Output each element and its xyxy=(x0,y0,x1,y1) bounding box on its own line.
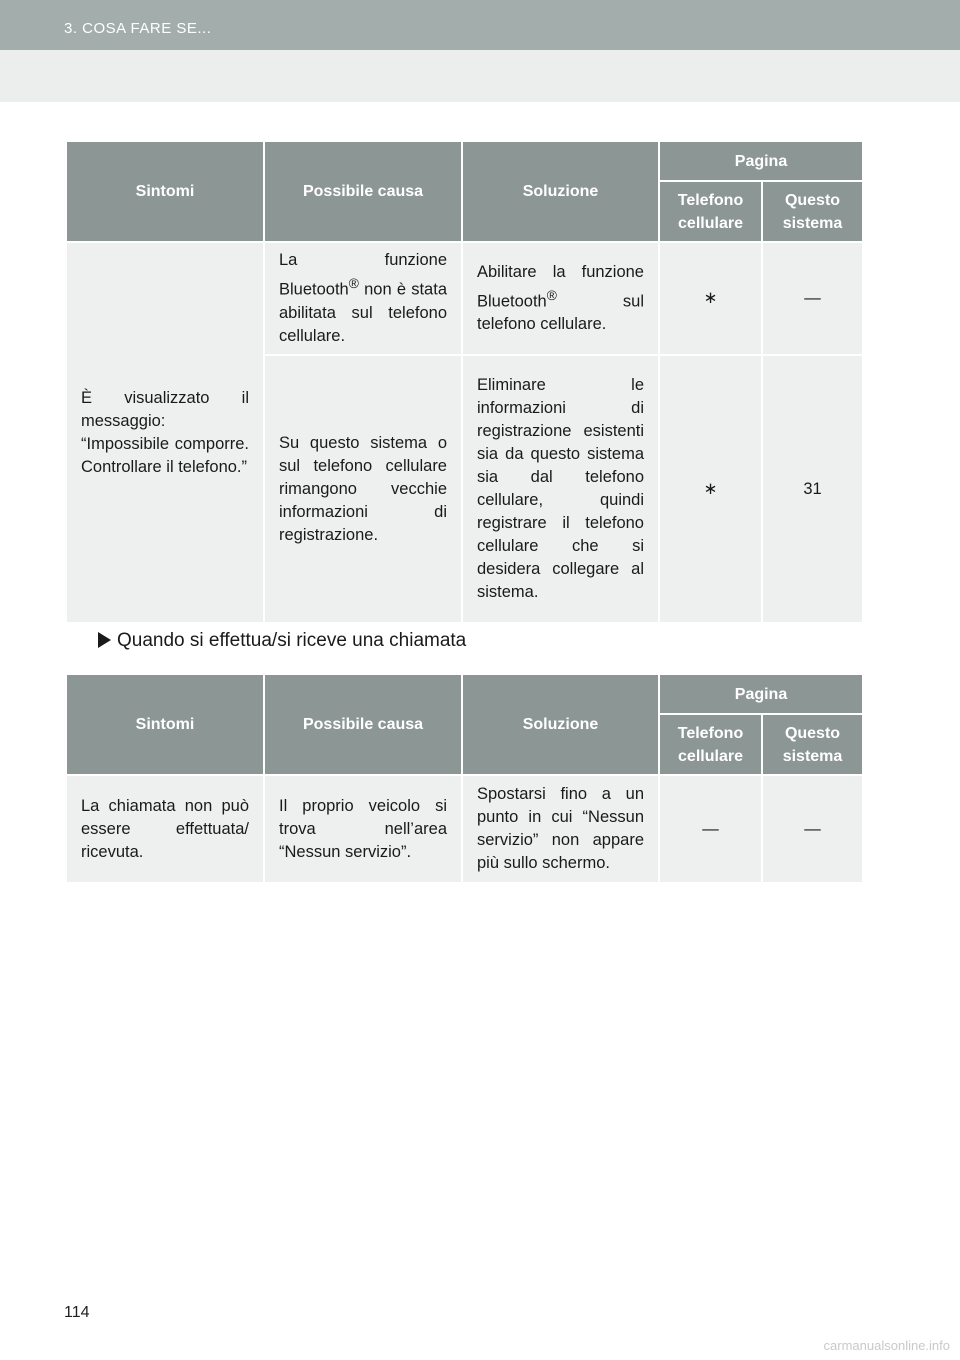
header-page: Pagina xyxy=(659,674,863,714)
phone-page-cell: ∗ xyxy=(659,242,762,355)
header-phone: Telefono cellulare xyxy=(659,714,762,775)
symptom-cell: È visualizzato il messaggio: “Impossibile comporre. Controllare il telefono.” xyxy=(66,242,264,623)
phone-page-cell: ∗ xyxy=(659,355,762,623)
header-system: Questo sistema xyxy=(762,181,863,242)
system-page-cell: 31 xyxy=(762,355,863,623)
header-phone: Telefono cellulare xyxy=(659,181,762,242)
solution-cell: Spostarsi fino a un punto in cui “Nessun servizio” non appare più sullo schermo. xyxy=(462,775,659,883)
header-cause: Possibile causa xyxy=(264,674,462,775)
system-page-cell: — xyxy=(762,242,863,355)
troubleshooting-table-1 xyxy=(65,140,864,624)
troubleshooting-table-2 xyxy=(65,673,864,884)
phone-page-cell: — xyxy=(659,775,762,883)
header-page: Pagina xyxy=(659,141,863,181)
table-row xyxy=(66,242,863,355)
cause-cell: La funzione Bluetooth® non è stata abilitata sul telefono cellulare. xyxy=(264,242,462,355)
header-solution: Soluzione xyxy=(462,141,659,242)
system-page-cell: — xyxy=(762,775,863,883)
header-symptoms: Sintomi xyxy=(66,674,264,775)
header-system: Questo sistema xyxy=(762,714,863,775)
solution-cell: Abilitare la funzione Bluetooth® sul telefono cellulare. xyxy=(462,242,659,355)
header-cause: Possibile causa xyxy=(264,141,462,242)
header-band xyxy=(0,50,960,102)
cause-cell: Su questo sistema o sul telefono cellulare rimangono vecchie informazioni di registrazione. xyxy=(264,355,462,623)
solution-cell: Eliminare le informazioni di registrazione esistenti sia da questo sistema sia dal telefono cellulare, quindi registrare il telefono cellulare che si desidera collegare al sistema. xyxy=(462,355,659,623)
triangle-bullet-icon xyxy=(98,632,111,648)
header-solution: Soluzione xyxy=(462,674,659,775)
table-row xyxy=(66,775,863,883)
symptom-cell: La chiamata non può essere effettuata/ ricevuta. xyxy=(66,775,264,883)
section-heading: Quando si effettua/si riceve una chiamata xyxy=(98,630,466,652)
page-number: 114 xyxy=(64,1304,90,1321)
section-title: 3. COSA FARE SE... xyxy=(64,20,212,37)
header-bar xyxy=(0,0,960,50)
header-symptoms: Sintomi xyxy=(66,141,264,242)
watermark: carmanualsonline.info xyxy=(823,1338,950,1353)
cause-cell: Il proprio veicolo si trova nell’area “Nessun servizio”. xyxy=(264,775,462,883)
